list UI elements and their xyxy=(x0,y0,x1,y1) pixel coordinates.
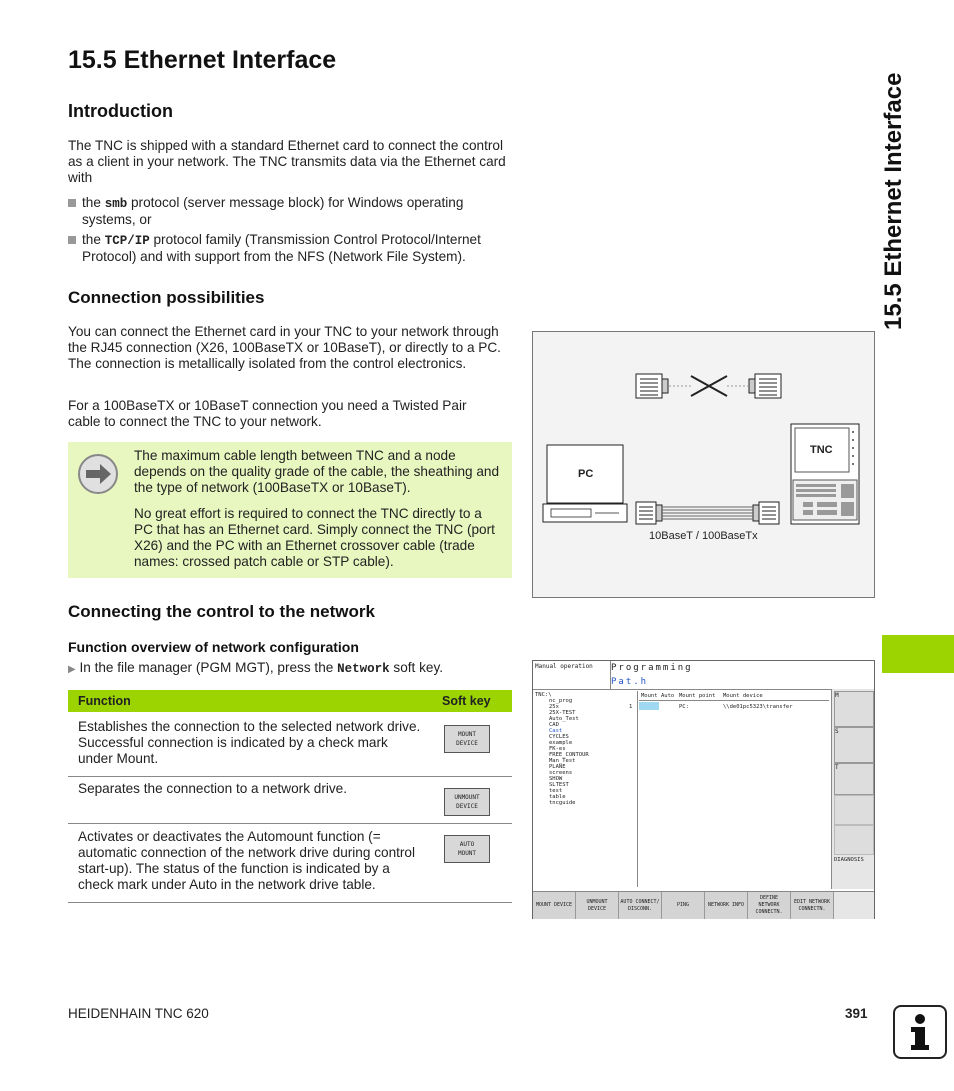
table-row-text: Activates or deactivates the Automount function (= automatic connection of the network drive during control start-up). The status of the function is indicated by a check mark under Auto in the network drive table. xyxy=(78,829,416,892)
page-number: 391 xyxy=(845,1006,868,1021)
spindle-s-softkey[interactable]: S xyxy=(834,727,874,763)
network-table-row[interactable] xyxy=(625,702,831,711)
intro-heading: Introduction xyxy=(68,101,173,121)
tree-item[interactable]: FREE_CONTOUR xyxy=(549,752,589,758)
tree-item[interactable]: screens xyxy=(549,770,573,776)
tool-t-softkey[interactable]: T xyxy=(834,763,874,795)
table-row-text: Separates the connection to a network drive. xyxy=(78,781,348,796)
col-softkey: Soft key xyxy=(442,694,491,708)
tree-root[interactable]: TNC:\ xyxy=(535,692,552,698)
screen-softkey[interactable]: NETWORK INFO xyxy=(705,892,748,919)
bullet-text: protocol (server message block) for Windows operating systems, or xyxy=(82,195,464,227)
note-box xyxy=(68,442,512,578)
col-mount: Mount xyxy=(641,693,658,699)
network-heading: Connecting the control to the network xyxy=(68,602,375,621)
info-icon xyxy=(893,1005,947,1059)
connection-heading: Connection possibilities xyxy=(68,288,265,307)
code-tcpip: TCP/IP xyxy=(104,234,150,248)
divider xyxy=(637,691,638,887)
divider xyxy=(533,689,831,690)
cable-label: 10BaseT / 100BaseTx xyxy=(649,530,758,542)
softkey-bar xyxy=(533,891,874,919)
tnc-screen xyxy=(532,660,875,919)
col-auto: Auto xyxy=(661,693,675,699)
bullet-square-icon xyxy=(68,236,76,244)
network-subheading: Function overview of network configuration xyxy=(68,639,359,655)
tree-item[interactable]: PLANE xyxy=(549,764,566,770)
page-title: 15.5 Ethernet Interface xyxy=(68,46,337,74)
ethernet-diagram xyxy=(532,331,875,598)
note-paragraph-2: No great effort is required to connect the TNC directly to a PC that has an Ethernet card. Simply connect the TNC (port X26) and the PC with an Ethernet crossover cable (trade names: crossed patch cable or STP cable). xyxy=(134,506,495,569)
bullet-square-icon xyxy=(68,199,76,207)
bullet-text: the xyxy=(82,195,101,210)
col-mount-device: Mount device xyxy=(723,693,763,699)
tree-item[interactable]: Man_Test xyxy=(549,758,576,764)
arrow-right-icon xyxy=(78,454,118,494)
pc-icon xyxy=(543,445,627,522)
tree-item[interactable]: nc_prog xyxy=(549,698,573,704)
table-row-text: Establishes the connection to the selected network drive. Successful connection is indicated by a check mark under Mount. xyxy=(78,719,421,766)
bullet-smb xyxy=(68,195,508,228)
side-section-title: 15.5 Ethernet Interface xyxy=(880,72,907,330)
table-header xyxy=(68,690,512,712)
screen-softkey[interactable]: DEFINE NETWORK CONNECTN. xyxy=(748,892,791,919)
tree-item[interactable]: FK-es xyxy=(549,746,566,752)
empty-softkey[interactable] xyxy=(834,825,874,855)
table-divider xyxy=(68,823,512,824)
mount-device-softkey[interactable]: MOUNT DEVICE xyxy=(444,725,490,753)
bullet-text: the xyxy=(82,232,101,247)
screen-softkey-panel[interactable] xyxy=(834,892,874,919)
footer-product: HEIDENHAIN TNC 620 xyxy=(68,1006,209,1021)
connection-paragraph-2: For a 100BaseTX or 10BaseT connection you need a Twisted Pair cable to connect the TNC to your network. xyxy=(68,398,467,429)
row-mount-device: \\de01pc5323\transfer xyxy=(723,704,793,710)
intro-paragraph: The TNC is shipped with a standard Ethernet card to connect the control as a client in your network. The TNC transmits data via the Ethernet card with xyxy=(68,138,506,185)
screen-softkey[interactable]: EDIT NETWORK CONNECTN. xyxy=(791,892,834,919)
row-mount-point: PC: xyxy=(679,704,689,710)
row-number: 1 xyxy=(629,704,633,710)
tnc-control-icon xyxy=(791,424,859,524)
tree-item[interactable]: Auto_Test xyxy=(549,716,579,722)
diagram-drawing xyxy=(533,332,874,597)
table-bottom-line xyxy=(68,902,512,903)
screen-softkey[interactable]: PING xyxy=(662,892,705,919)
row-selection xyxy=(639,702,659,710)
tree-item[interactable]: test xyxy=(549,788,563,794)
screen-softkey[interactable]: UNMOUNT DEVICE xyxy=(576,892,619,919)
tree-item[interactable]: example xyxy=(549,740,573,746)
triangle-right-icon: ▶ xyxy=(68,664,76,675)
tree-item[interactable]: 25X-TEST xyxy=(549,710,576,716)
network-table-header xyxy=(639,691,829,701)
spindle-m-softkey[interactable]: M xyxy=(834,691,874,727)
screen-softkey[interactable]: AUTO CONNECT/ DISCONN. xyxy=(619,892,662,919)
tree-item[interactable]: tncguide xyxy=(549,800,576,806)
code-network: Network xyxy=(337,662,390,676)
current-file: Pat.h xyxy=(611,677,649,687)
chapter-tab xyxy=(882,635,954,673)
step-text: In the file manager (PGM MGT), press the xyxy=(79,660,334,675)
side-softkey-panel xyxy=(831,689,874,889)
tree-item[interactable]: SLTEST xyxy=(549,782,569,788)
tree-item[interactable]: table xyxy=(549,794,566,800)
directory-tree[interactable] xyxy=(535,692,635,887)
crossover-cable-icon xyxy=(636,374,781,398)
tree-item[interactable]: CAD xyxy=(549,722,559,728)
connection-paragraph-1: You can connect the Ethernet card in your TNC to your network through the RJ45 connection (X26, 100BaseTX or 10BaseT), or directly to a PC. The connection is metallically isolated from the control electronics. xyxy=(68,324,501,371)
network-cable-icon xyxy=(636,502,779,524)
step-text: soft key. xyxy=(393,660,444,675)
auto-mount-softkey[interactable]: AUTO MOUNT xyxy=(444,835,490,863)
unmount-device-softkey[interactable]: UNMOUNT DEVICE xyxy=(444,788,490,816)
tree-item[interactable]: Cast xyxy=(549,728,563,734)
tnc-label: TNC xyxy=(810,444,833,456)
tree-item[interactable]: SHOW xyxy=(549,776,563,782)
tree-item[interactable]: CYCLES xyxy=(549,734,569,740)
screen-softkey[interactable]: MOUNT DEVICE xyxy=(533,892,576,919)
mode-programming: Programming xyxy=(611,663,693,673)
instruction-step xyxy=(68,660,443,678)
table-divider xyxy=(68,776,512,777)
bullet-tcpip xyxy=(68,232,508,265)
code-smb: smb xyxy=(104,197,128,211)
tree-item[interactable]: 25x xyxy=(549,704,559,710)
col-function: Function xyxy=(78,694,131,708)
pc-label: PC xyxy=(578,468,594,480)
col-mount-point: Mount point xyxy=(679,693,716,699)
diagnosis-softkey[interactable]: DIAGNOSIS xyxy=(834,857,864,863)
mode-manual: Manual operation xyxy=(533,661,611,689)
bullet-text: protocol family (Transmission Control Protocol/Internet Protocol) and with support from the NFS (Network File System). xyxy=(82,232,481,264)
note-paragraph-1: The maximum cable length between TNC and a node depends on the quality grade of the cable, the sheathing and the type of network (100BaseTX or 10BaseT). xyxy=(134,448,500,495)
empty-softkey[interactable] xyxy=(834,795,874,825)
